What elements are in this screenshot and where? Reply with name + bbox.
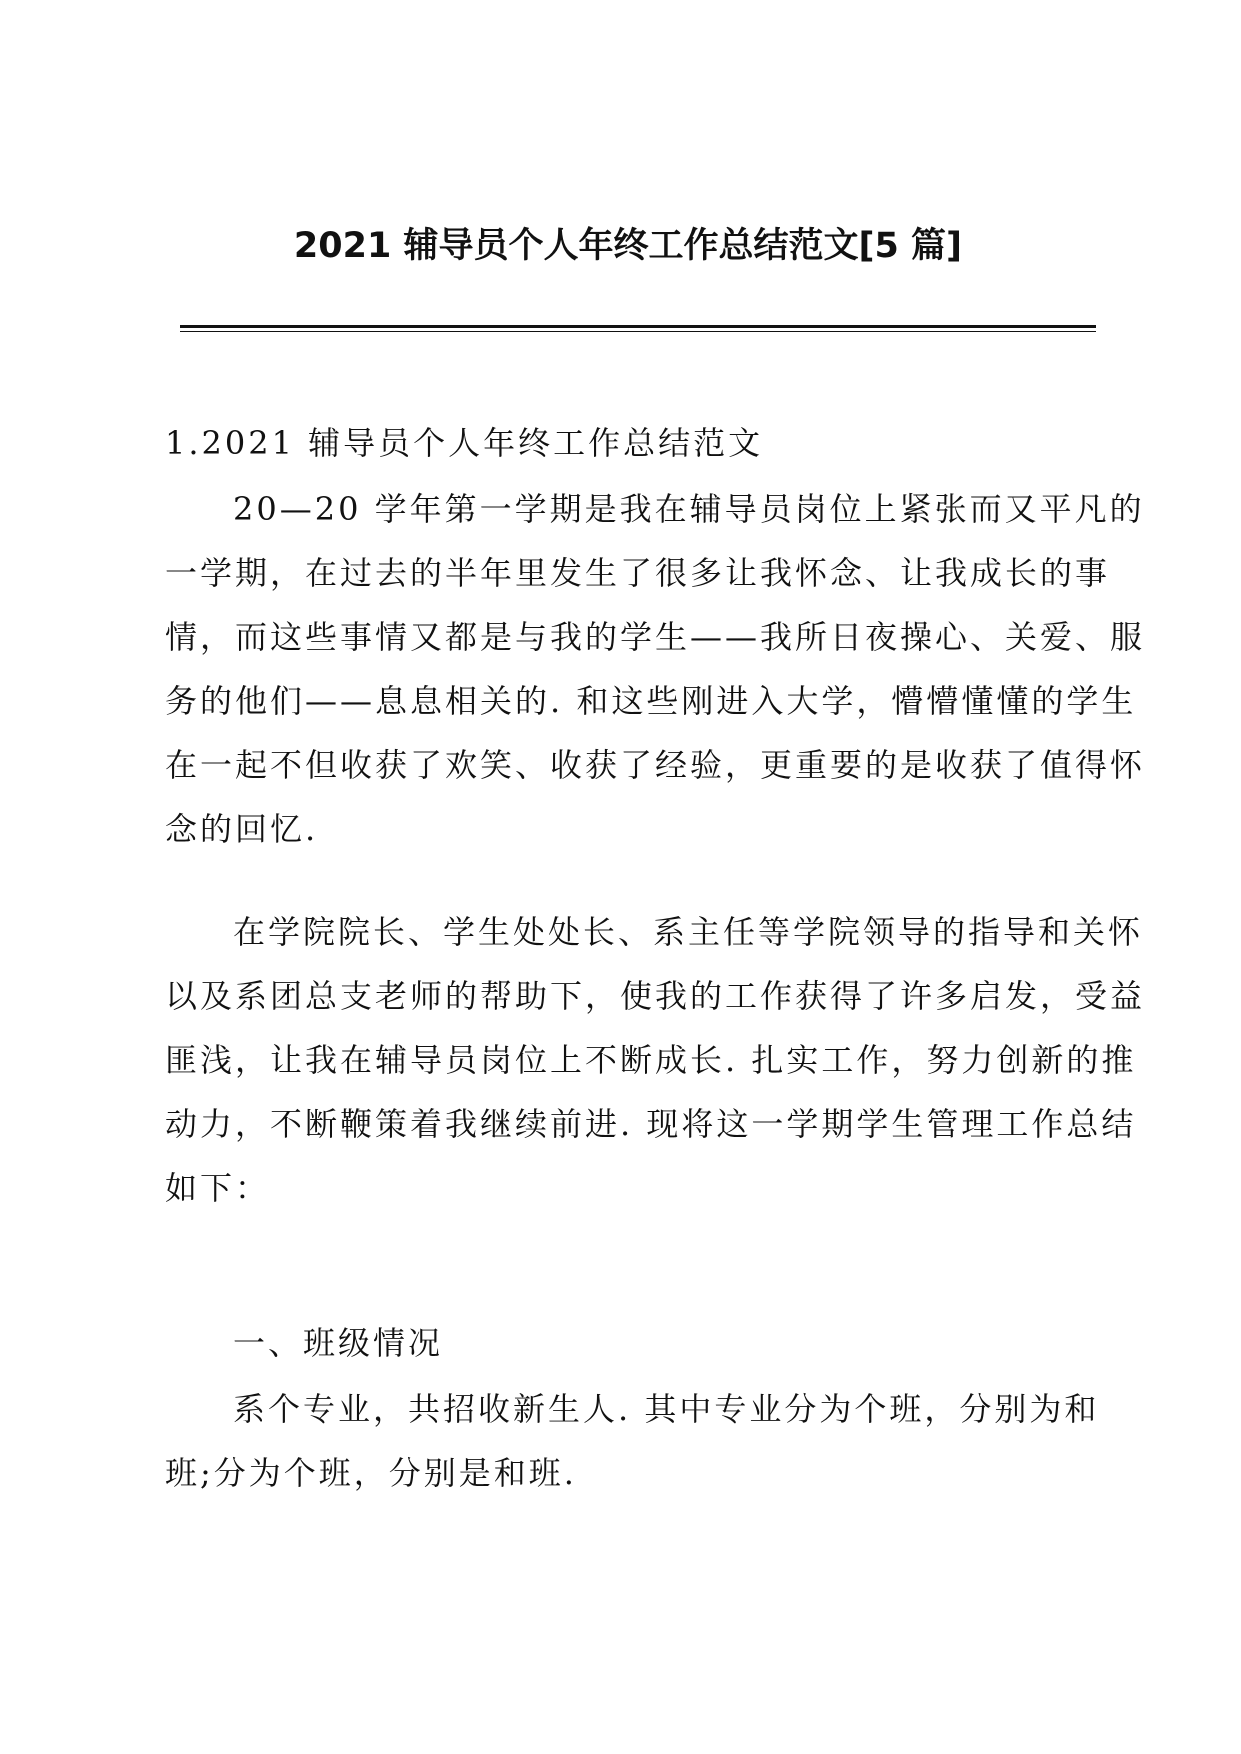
paragraph-line: 务的他们——息息相关的. 和这些刚进入大学，懵懵懂懂的学生	[165, 682, 1137, 720]
paragraph-line: 在一起不但收获了欢笑、收获了经验，更重要的是收获了值得怀	[165, 746, 1146, 784]
subheading-text: 一、班级情况	[233, 1324, 444, 1362]
paragraph-line: 念的回忆.	[165, 810, 319, 848]
paragraph-line: 动力，不断鞭策着我继续前进. 现将这一学期学生管理工作总结	[165, 1105, 1137, 1143]
document-title: 2021 辅导员个人年终工作总结范文[5 篇]	[293, 226, 963, 266]
paragraph-2	[165, 900, 1146, 1220]
paragraph-line: 匪浅，让我在辅导员岗位上不断成长. 扎实工作，努力创新的推	[165, 1041, 1137, 1079]
paragraph-line: 20—20 学年第一学期是我在辅导员岗位上紧张而又平凡的	[233, 490, 1145, 528]
section-heading-text: 1.2021 辅导员个人年终工作总结范文	[165, 424, 764, 462]
section-heading	[165, 411, 1095, 475]
paragraph-3	[165, 1377, 1100, 1505]
paragraph-line: 情，而这些事情又都是与我的学生——我所日夜操心、关爱、服	[165, 618, 1146, 656]
paragraph-line: 班;分为个班，分别是和班.	[165, 1454, 577, 1492]
subheading	[165, 1311, 1095, 1375]
paragraph-line: 如下：	[165, 1169, 271, 1207]
title-divider-thick	[180, 325, 1096, 328]
paragraph-1	[165, 477, 1146, 861]
paragraph-line: 系个专业，共招收新生人. 其中专业分为个班，分别为和	[233, 1390, 1100, 1428]
paragraph-line: 在学院院长、学生处处长、系主任等学院领导的指导和关怀	[233, 913, 1144, 951]
paragraph-line: 一学期，在过去的半年里发生了很多让我怀念、让我成长的事	[165, 554, 1111, 592]
paragraph-line: 以及系团总支老师的帮助下，使我的工作获得了许多启发，受益	[165, 977, 1146, 1015]
title-divider-thin	[180, 331, 1096, 332]
